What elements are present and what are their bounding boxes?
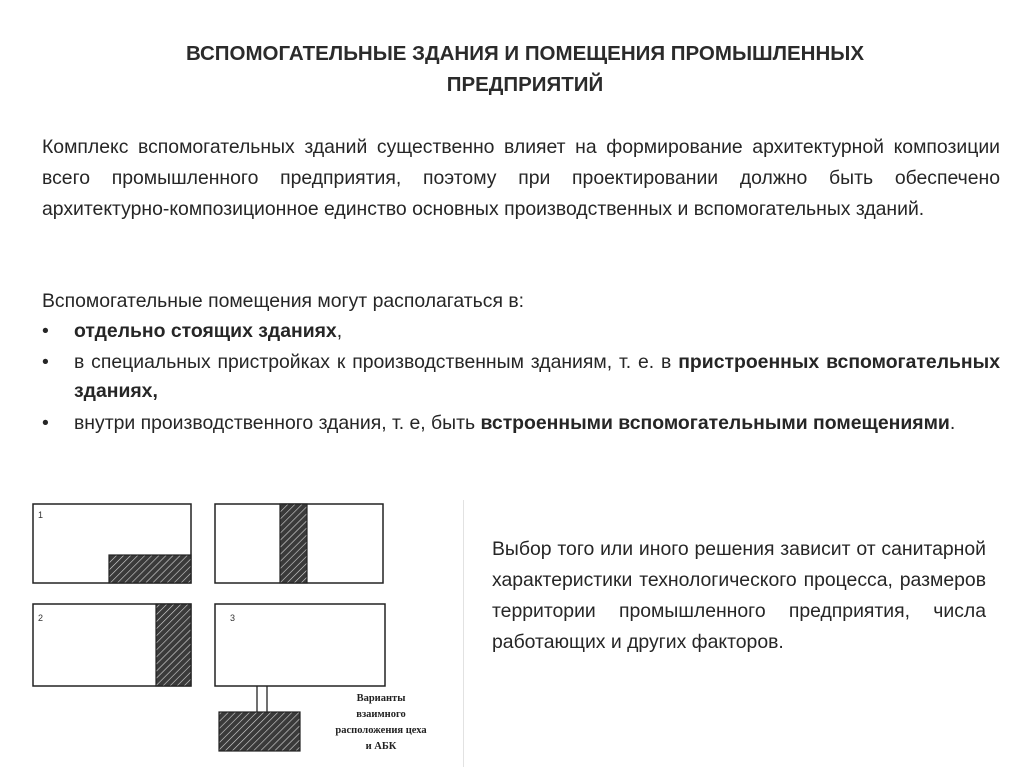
decision-factors-text: Выбор того или иного решения зависит от санитарной характеристики технологического процесса, размеров территории промышленного предприятия, числа работающих и других факторов. [492,538,986,653]
variant-2-abk [156,604,191,686]
list-item-after: . [949,412,956,434]
list-item [42,348,1000,406]
diagram-svg [16,500,463,767]
variant-built-in-abk [280,504,307,583]
bullet-icon: • [42,320,49,342]
title-line-1: ВСПОМОГАТЕЛЬНЫЕ ЗДАНИЯ И ПОМЕЩЕНИЯ ПРОМЫШЛЕННЫХ [185,42,865,65]
placement-list [42,316,1000,440]
list-item [42,316,1000,346]
layout-variants-diagram [16,500,464,767]
intro-paragraph: Комплекс вспомогательных зданий существенно влияет на формирование архитектурной композиции всего промышленного предприятия, поэтому при проектировании должно быть обеспечено архитектурно-композиционное единство основных производственных и вспомогательных зданий. [42,136,1000,220]
list-item-bold: встроенными вспомогательными помещениями [480,412,950,434]
variant-1-abk [109,555,191,583]
variant-3-abk [219,712,300,751]
list-item-bold: пристроенных вспомогательных зданиях, [74,351,1000,402]
variant-1-label: 1 [38,510,44,520]
title-line-2: ПРЕДПРИЯТИЙ [446,73,604,96]
list-item-plain: в специальных пристройках к производственным зданиям, т. е. в [74,351,679,373]
bullet-icon: • [42,412,49,434]
variant-2-label: 2 [38,613,44,623]
variant-3-label: 3 [230,613,236,623]
list-item-after: , [336,320,343,342]
placement-lead: Вспомогательные помещения могут располагаться в: [42,290,525,312]
diagram-caption-line-4: и АБК [365,741,397,752]
list-item-plain: внутри производственного здания, т. е, быть [74,412,481,434]
diagram-caption-line-1: Варианты [356,693,406,704]
list-item [42,408,1000,438]
diagram-caption-line-3: расположения цеха [335,725,427,736]
page-title [60,38,990,100]
bullet-icon: • [42,351,49,373]
variant-3-workshop [215,604,385,686]
diagram-caption-line-2: взаимного [356,709,406,720]
list-item-bold: отдельно стоящих зданиях [74,320,337,342]
